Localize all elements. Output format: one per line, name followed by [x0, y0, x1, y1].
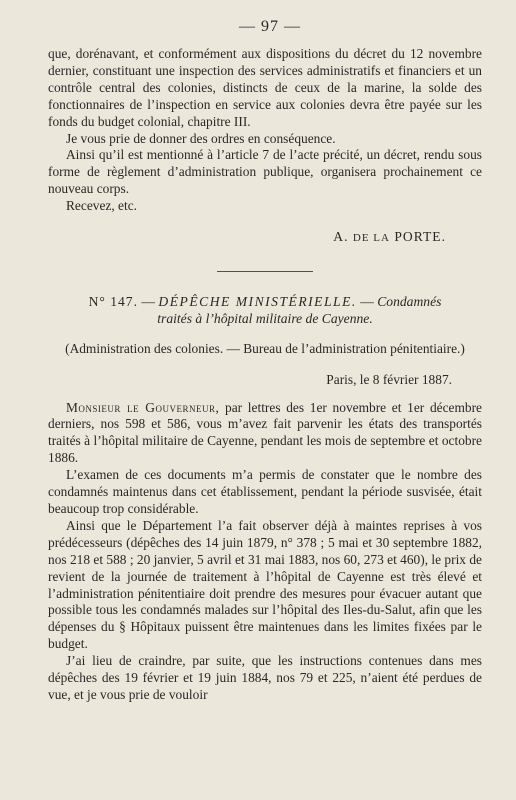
- document-subject: Condamnés: [377, 294, 442, 310]
- document-date: Paris, le 8 février 1887.: [326, 371, 452, 387]
- signature: [48, 229, 446, 245]
- closing-formula: Recevez, etc.: [66, 198, 137, 214]
- body-paragraph: [48, 400, 482, 468]
- page-number: — 97 —: [239, 18, 301, 35]
- heading-dash: —: [360, 294, 374, 310]
- section-divider: [217, 271, 313, 272]
- salutation: Monsieur le Gouverneur,: [66, 399, 220, 415]
- document-heading: [48, 294, 482, 327]
- signature-name: PORTE.: [394, 229, 446, 245]
- body-paragraph: L’examen de ces documents m’a permis de constater que le nombre des condamnés maintenus dans cet établissement, pendant la période susvisée, était beaucoup trop considérable.: [48, 467, 482, 516]
- continuation-paragraph: que, dorénavant, et conformément aux dispositions du décret du 12 novembre dernier, constituant une inspection des services administratifs et financiers et un contrôle central des colonies, distincts de ceux de la marine, la solde des fonctionnaires de l’inspection en service aux colonies devra être payée sur les fonds du budget colonial, chapitre III.: [48, 46, 482, 129]
- heading-dash: —: [141, 294, 156, 310]
- continuation-paragraph: Je vous prie de donner des ordres en conséquence.: [66, 130, 336, 146]
- administration-line: (Administration des colonies. — Bureau de l’administration pénitentiaire.): [65, 341, 465, 357]
- body-paragraph-text: par lettres des 1er novembre et 1er décembre derniers, nos 598 et 586, vous m’avez fait parvenir les états des transportés traités à l’hôpital militaire de Cayenne, pendant les mois de septembre et octobre 1886.: [48, 399, 482, 466]
- signature-particle: DE LA: [352, 232, 390, 245]
- body-paragraph: Ainsi que le Département l’a fait observer déjà à maintes reprises à vos prédécesseurs (dépêches des 14 juin 1879, n° 378 ; 5 mai et 30 septembre 1882, nos 218 et 588 ; 20 janvier, 5 avril et 31 mai 1883, nos 60, 273 et 460), le prix de revient de la journée de traitement à l’hôpital de Cayenne est très élevé et l’administration pénitentiaire doit prendre des mesures pour évacuer autant que possible tous les condamnés malades sur l’hôpital des Iles-du-Salut, afin que les dépenses du § Hôpitaux puissent être maintenues dans les limites fixées par le budget.: [48, 517, 482, 652]
- document-number: N° 147.: [88, 294, 139, 310]
- continuation-paragraph: Ainsi qu’il est mentionné à l’article 7 de l’acte précité, un décret, rendu sous forme de règlement d’administration publique, organisera prochainement ce nouveau corps.: [48, 147, 482, 197]
- document-subject-continued: traités à l’hôpital militaire de Cayenne.: [157, 310, 373, 326]
- signature-initial: A.: [333, 229, 349, 245]
- body-paragraph: J’ai lieu de craindre, par suite, que les instructions contenues dans mes dépêches des 19 février et 19 juin 1884, nos 79 et 225, n’aient été perdues de vue, et je vous prie de vouloir: [48, 653, 482, 702]
- document-title: DÉPÊCHE MINISTÉRIELLE.: [158, 294, 357, 310]
